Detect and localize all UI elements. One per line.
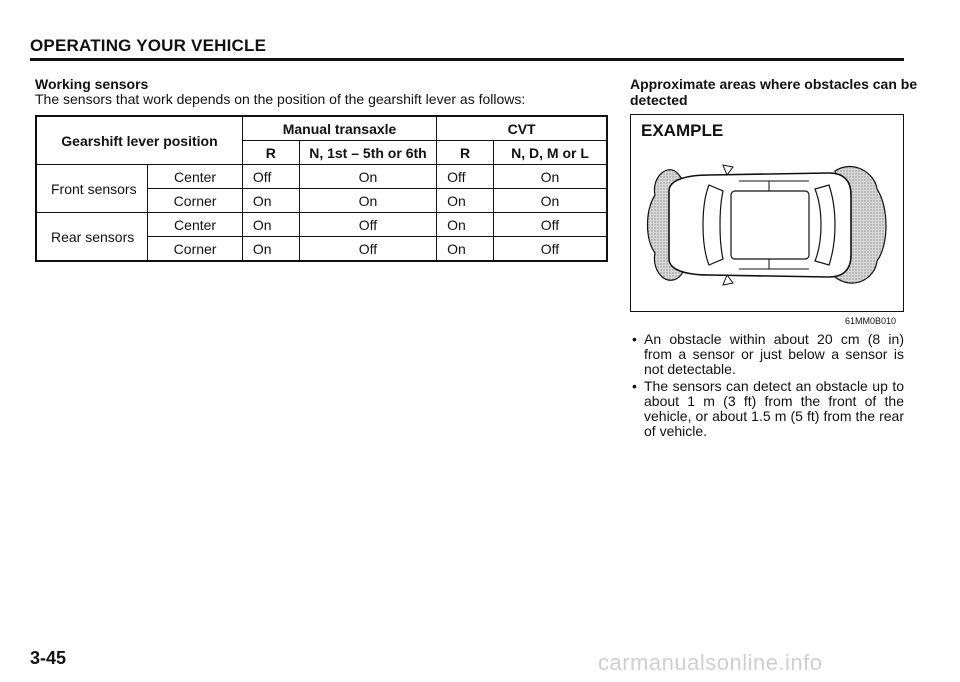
table-cell: On [494,165,608,189]
table-cell: Off [299,213,436,237]
table-cell: Off [242,165,299,189]
position-label: Corner [148,237,243,262]
detection-areas-heading: Approximate areas where obstacles can be detected [630,76,918,108]
table-cell: Off [494,213,608,237]
table-cell: On [437,189,494,213]
gearshift-position-header: Gearshift lever position [36,116,242,165]
header-divider [30,58,904,61]
table-cell: On [299,189,436,213]
table-cell: On [299,165,436,189]
windshield-icon [703,185,723,265]
bullet-icon: • [632,378,637,394]
sensor-table [35,115,608,262]
list-item: • The sensors can detect an obstacle up to about 1 m (3 ft) from the front of the vehicle, or about 1.5 m (5 ft) from the rear of vehicle. [632,378,904,439]
table-cell: On [437,213,494,237]
list-item: • An obstacle within about 20 cm (8 in) from a sensor or just below a sensor is not detectable. [632,331,904,377]
car-detection-diagram [639,155,895,295]
roof-icon [731,191,809,259]
front-sensors-label: Front sensors [36,165,148,213]
manual-transaxle-header: Manual transaxle [242,116,436,141]
table-row [36,213,607,237]
table-cell: On [242,189,299,213]
section-title: OPERATING YOUR VEHICLE [30,36,267,55]
example-label: EXAMPLE [641,121,724,140]
cvt-header: CVT [437,116,607,141]
position-label: Center [148,213,243,237]
working-sensors-heading: Working sensors [35,76,149,92]
example-figure [630,114,904,312]
manual-n-header: N, 1st – 5th or 6th [299,141,436,165]
working-sensors-description: The sensors that work depends on the position of the gearshift lever as follows: [35,91,526,107]
cvt-r-header: R [437,141,494,165]
bullet-icon: • [632,331,637,347]
table-cell: On [242,237,299,262]
cvt-n-header: N, D, M or L [494,141,608,165]
rear-sensors-label: Rear sensors [36,213,148,262]
table-cell: Off [494,237,608,262]
mirror-icon [723,165,733,175]
page-number: 3-45 [30,648,67,668]
position-label: Center [148,165,243,189]
mirror-icon [723,275,733,285]
watermark: carmanualsonline.info [598,650,823,675]
table-cell: On [437,237,494,262]
table-header-row [36,116,607,141]
notes-list [632,332,904,441]
table-cell: On [494,189,608,213]
table-cell: Off [437,165,494,189]
position-label: Corner [148,189,243,213]
table-cell: Off [299,237,436,262]
manual-r-header: R [242,141,299,165]
table-row [36,165,607,189]
table-cell: On [242,213,299,237]
figure-code: 61MM0B010 [845,316,897,326]
